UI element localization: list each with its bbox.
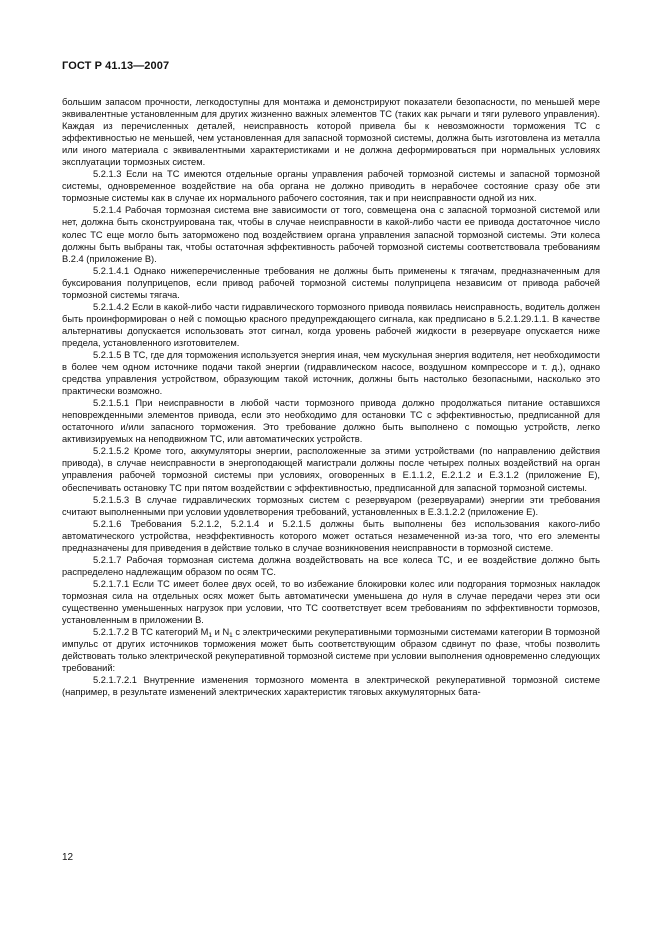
paragraph: 5.2.1.5 В ТС, где для торможения используется энергия иная, чем мускульная энергия водителя, нет необходимости в более чем одном источнике подачи такой энергии (гидравлическом насосе, воздушном компрессоре и т. д.), однако средства управления устройством, образующим такой источник, должны быть настолько безопасными, насколько это практически возможно.	[62, 349, 600, 397]
paragraph: 5.2.1.5.2 Кроме того, аккумуляторы энергии, расположенные за этими устройствами (по направлению действия привода), в случае неисправности в энергоподающей магистрали должны после четырех полных воздействий на орган управления рабочей тормозной системы при условиях, оговоренных в Е.1.1.2, Е.2.1.2 и Е.3.1.2 (приложение Е), обеспечивать остановку ТС при пятом воздействии с эффективностью, предписанной для запасной тормозной системы.	[62, 446, 600, 493]
paragraph: 5.2.1.4.2 Если в какой-либо части гидравлического тормозного привода появилась неисправность, водитель должен быть проинформирован о ней с помощью красного предупреждающего сигнала, как предписано в 5.2.1.29.1.1. В качестве альтернативы допускается использовать этот сигнал, когда уровень рабочей жидкости в резервуаре опускается ниже предела, установленного изготовителем.	[62, 301, 600, 348]
text-run: и N	[212, 627, 230, 638]
text-run: с электрическими рекуперативными тормозными системами категории В тормозной импульс от других источников торможения может быть соответствующим образом сдвинут по фазе, чтобы позволить действовать только электрической рекуперативной тормозной системе при условии выполнения одновременно следующих требований:	[62, 627, 600, 674]
paragraph: 5.2.1.3 Если на ТС имеются отдельные органы управления рабочей тормозной системы и запасной тормозной системы, одновременное воздействие на оба органа не должно приводить в нерабочее состояние сразу обе эти тормозные системы как в случае их нормального рабочего состояния, так и при неисправности одной из них.	[62, 169, 600, 204]
standard-header: ГОСТ Р 41.13—2007	[62, 60, 170, 72]
paragraph: большим запасом прочности, легкодоступны для монтажа и демонстрируют показатели безопасности, по меньшей мере эквивалентные установленным для других жизненно важных элементов ТС (таких как рычаги и тяги рулевого управления). Каждая из перечисленных деталей, неисправность которой привела бы к невозможности торможения ТС с эффективностью не меньшей, чем установленная для запасной тормозной системы, должна быть изготовлена из металла или иного материала с эквивалентными характеристиками и не должна деформироваться при нормальных условиях эксплуатации тормозных систем.	[62, 97, 600, 168]
paragraph: 5.2.1.7.2.1 Внутренние изменения тормозного момента в электрической рекуперативной тормозной системе (например, в результате изменений электрических характеристик тяговых аккумуляторных бата-	[62, 675, 600, 698]
paragraph: 5.2.1.7 Рабочая тормозная система должна воздействовать на все колеса ТС, и ее воздействие должно быть распределено надлежащим образом по осям ТС.	[62, 554, 600, 577]
paragraph: 5.2.1.4.1 Однако нижеперечисленные требования не должны быть применены к тягачам, предназначенным для буксирования полуприцепов, если привод рабочей тормозной системы полуприцепа независим от привода рабочей тормозной системы тягача.	[62, 265, 600, 300]
page-number: 12	[62, 852, 74, 863]
paragraph: 5.2.1.6 Требования 5.2.1.2, 5.2.1.4 и 5.2.1.5 должны быть выполнены без использования какого-либо автоматического устройства, неэффективность которого может остаться незамеченной из-за того, что его элементы предназначены для приведения в действие только в случае возникновения неисправности в тормозной системе.	[62, 518, 600, 553]
subscript: 1	[229, 632, 233, 640]
paragraph: 5.2.1.7.1 Если ТС имеет более двух осей, то во избежание блокировки колес или подгорания тормозных накладок тормозная сила на отдельных осях может быть автоматически уменьшена до нуля в случае передачи через эти оси существенно уменьшенных нагрузок при условии, что ТС соответствует всем требованиям по эффективности тормозов, установленным в приложении В.	[62, 578, 600, 626]
paragraph: 5.2.1.5.3 В случае гидравлических тормозных систем с резервуаром (резервуарами) энергии эти требования считают выполненными при условии удовлетворения требований, установленных в Е.3.1.2.2 (приложение Е).	[62, 494, 600, 517]
subscript: 1	[208, 632, 213, 640]
paragraph: 5.2.1.5.1 При неисправности в любой части тормозного привода должно продолжаться питание оставшихся неповрежденными элементов привода, если это необходимо для остановки ТС с эффективностью, предписанной для остаточного и/или запасного торможения. Это требование должно быть выполнено с помощью устройств, легко активизируемых на неподвижном ТС, или автоматических устройств.	[62, 398, 600, 445]
document-body	[62, 96, 600, 698]
paragraph-categories	[62, 626, 600, 674]
paragraph: 5.2.1.4 Рабочая тормозная система вне зависимости от того, совмещена она с запасной тормозной системой или нет, должна быть сконструирована так, чтобы в случае неисправности в какой-либо части ее привода достаточное число колес ТС еще могло быть заторможено под воздействием органа управления запасной тормозной системы. Эти колеса должны быть выбраны так, чтобы остаточная эффективность рабочей тормозной системы соответствовала требованиям В.2.4 (приложение В).	[62, 205, 600, 264]
text-run: 5.2.1.7.2 В ТС категорий М	[93, 627, 209, 638]
